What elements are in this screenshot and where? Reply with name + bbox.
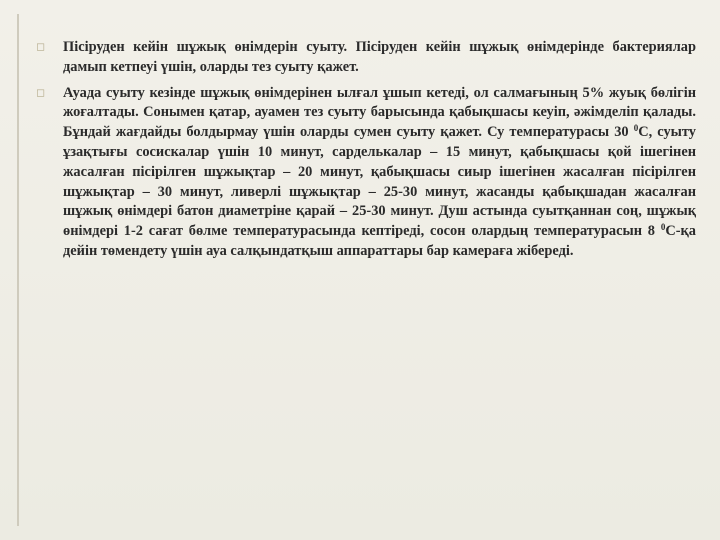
paragraph-text-part-2: С, суыту ұзақтығы сосискалар үшін 10 минут, сарделькалар – 15 минут, қабықшасы қой ішегінен жасалған пісірілген шұжықтар – 20 минут, қабықшасы сиыр ішегінен жасалған пісірілген шұжықтар – 30 минут, ливерлі шұжықтар – 25-30 минут, жасанды қабықшадан жасалған шұжық өнімдері батон диаметріне қарай – 25-30 минут. Душ астында суытқаннан соң, шұжық өнімдері 1-2 сағат бөлме температурасында кептіреді, сосон олардың температурасын 8 [63, 124, 696, 240]
slide-body [36, 38, 696, 268]
paragraph-cooling-intro [36, 38, 696, 78]
degree-superscript: 0 [660, 222, 666, 233]
paragraph-heading: Пісіруден кейін шұжық өнімдерін суыту. [63, 39, 348, 55]
bullet-icon: ◻ [36, 41, 46, 53]
paragraph-text: Пісіруден кейін шұжық өнімдерінде бактериялар дамып кетпеуі үшін, оларды тез суыту қажет. [63, 39, 696, 75]
degree-superscript: 0 [633, 123, 639, 134]
paragraph-text-part-3: С-қа дейін төмендету үшін ауа салқындатқыш аппараттары бар камераға жібереді. [63, 223, 696, 259]
slide-left-border [17, 14, 19, 526]
paragraph-text-part-1: Ауада суыту кезінде шұжық өнімдерінен ылғал ұшып кетеді, ол салмағының 5% жуық бөлігін жоғалтады. Сонымен қатар, ауамен тез суыту барысында қабықшасы кеуіп, әжімделіп қалады. Бұндай жағдайды болдырмау үшін оларды сумен суыту қажет. Су температурасы 30 [63, 84, 696, 141]
bullet-icon: ◻ [36, 86, 46, 99]
paragraph-cooling-details [36, 84, 696, 262]
